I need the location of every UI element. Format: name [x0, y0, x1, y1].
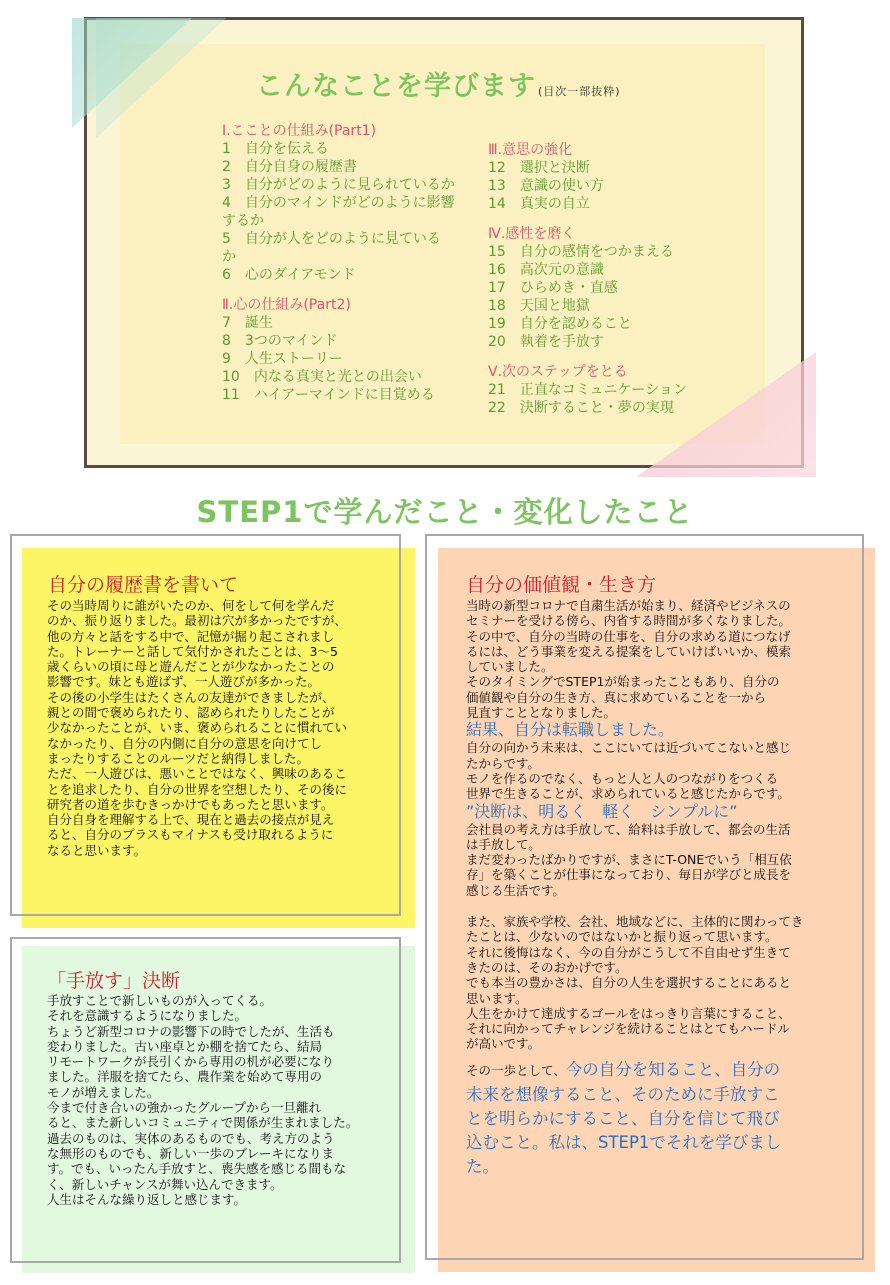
toc-title-text: こんなことを学びます: [256, 71, 536, 102]
text-line: のか、振り返りました。最初は穴が多かったですが、: [47, 613, 348, 629]
toc-right-column: [488, 141, 738, 417]
values-subheading-2: ”決断は、明るく 軽く シンプルに”: [466, 801, 738, 821]
toc-item: 16 高次元の意識: [488, 262, 604, 278]
values-closing-blue: [466, 1083, 838, 1179]
toc-item: 19 自分を認めること: [488, 316, 632, 332]
values-closing-blue-start: 今の自分を知ること、自分の: [565, 1059, 781, 1079]
toc-section-heading: Ⅴ.次のステップをとる: [488, 364, 628, 380]
text-line: 思います。: [466, 990, 528, 1006]
text-line: それに向かってチャレンジを続けることはとてもハードル: [466, 1021, 791, 1037]
toc-gap: [488, 351, 738, 363]
text-line: 人生はそんな繰り返しと感じます。: [47, 1191, 247, 1207]
text-line: していました。: [466, 659, 554, 675]
text-line: きたのは、そのおかげです。: [466, 959, 628, 975]
text-line: たことは、少ないのではないかと振り返って思います。: [466, 929, 778, 945]
text-line: 存」を築くことが仕事になっており、毎日が学びと成長を: [466, 867, 792, 883]
values-panel-body: [466, 598, 838, 1179]
text-line: ました。洋服を捨てたら、農作業を始めて専用の: [47, 1069, 323, 1085]
toc-section-heading: Ⅰ.こことの仕組み(Part1): [222, 123, 377, 139]
text-line: 過去のものは、実体のあるものでも、考え方のよう: [47, 1130, 335, 1146]
text-line: その当時周りに誰がいたのか、何をして何を学んだ: [47, 598, 335, 613]
toc-item: 8 3つのマインド: [222, 333, 338, 349]
text-line: た。: [466, 1156, 499, 1176]
text-line: リモートワークが長引くから専用の机が必要になり: [47, 1054, 335, 1070]
text-line: く、新しいチャンスが舞い込んできます。: [47, 1176, 283, 1192]
toc-item: 21 正直なコミュニケーション: [488, 382, 687, 398]
toc-item: 4 自分のマインドがどのように影響: [222, 195, 455, 211]
text-line: モノが増えました。: [47, 1084, 160, 1100]
values-closing-first-line: [466, 1058, 838, 1083]
values-closing-lead: その一歩として、: [466, 1062, 566, 1078]
toc-gap: [222, 284, 472, 296]
values-block-4: [466, 914, 838, 1052]
values-spacer: [466, 898, 838, 914]
toc-item: 18 天国と地獄: [488, 298, 590, 314]
values-block-3: [466, 822, 838, 898]
text-line: まったりすることのルーツだと納得しました。: [47, 750, 310, 766]
text-line: 未来を想像すること、そのために手放すこ: [466, 1084, 780, 1104]
toc-item: 5 自分が人をどのように見ている: [222, 231, 441, 247]
text-line: ただ、一人遊びは、悪いことではなく、興味のあるこ: [47, 766, 347, 782]
text-line: でも本当の豊かさは、自分の人生を選択することにあると: [466, 975, 792, 991]
text-line: 見直すこととなりました。: [466, 705, 617, 721]
letgo-panel-body: [47, 993, 397, 1207]
toc-item: 12 選択と決断: [488, 160, 590, 176]
text-line: 変わりました。古い座卓とか棚を捨てたら、結局: [47, 1038, 323, 1054]
text-line: それを意識するようになりました。: [47, 1008, 248, 1024]
text-line: 自分自身を理解する上で、現在と過去の接点が見え: [47, 812, 335, 828]
toc-item: するか: [222, 213, 264, 229]
text-line: ると、自分のプラスもマイナスも受け取れるように: [47, 827, 334, 843]
step1-heading: STEP1で学んだこと・変化したこと: [196, 495, 694, 529]
text-line: 歳くらいの頃に母と遊んだことが少なかったことの: [47, 659, 335, 675]
resume-panel-body: [47, 598, 397, 858]
toc-section-heading: Ⅳ.感性を磨く: [488, 226, 576, 242]
text-line: セミナーを受ける傍ら、内省する時間が多くなりました。: [466, 613, 792, 629]
text-line: それに後悔はなく、今の自分がこうして不自由せず生きて: [466, 944, 791, 960]
text-line: 人生をかけて達成するゴールをはっきり言葉にすること、: [466, 1005, 791, 1021]
toc-item: 6 心のダイアモンド: [222, 267, 356, 283]
text-line: そのタイミングでSTEP1が始まったこともあり、自分の: [466, 674, 780, 690]
text-line: は手放して。: [466, 836, 541, 852]
toc-item: 1 自分を伝える: [222, 141, 329, 157]
text-line: とを追求したり、自分の世界を空想したり、その後に: [47, 781, 348, 797]
text-line: 今まで付き合いの強かったグループから一旦離れ: [47, 1100, 322, 1116]
text-line: 世界で生きることが、求められていると感じたからです。: [466, 786, 790, 802]
toc-item: 11 ハイアーマインドに目覚める: [222, 387, 435, 403]
toc-item: 10 内なる真実と光との出会い: [222, 369, 422, 385]
resume-panel-title: 自分の履歴書を書いて: [48, 574, 239, 596]
text-line: 自分の向かう未来は、ここにいては近づいてこないと感じ: [466, 740, 792, 756]
toc-gap: [488, 213, 738, 225]
text-line: 少なかったことが、いま、褒められることに慣れてい: [47, 720, 348, 736]
text-line: な無形のものでも、新しい一歩のブレーキになりま: [47, 1145, 335, 1161]
toc-item: 17 ひらめき・直感: [488, 280, 618, 296]
text-line: 親との間で褒められたり、認められたりしたことが: [47, 705, 335, 721]
toc-item: 15 自分の感情をつかまえる: [488, 244, 674, 260]
text-line: た。トレーナーと話して気付かされたことは、3～5: [47, 643, 338, 659]
toc-item: 20 執着を手放す: [488, 334, 604, 350]
text-line: なると思います。: [47, 842, 147, 858]
toc-section-heading: Ⅲ.意思の強化: [488, 142, 573, 158]
text-line: 研究者の道を歩むきっかけでもあったと思います。: [47, 796, 334, 812]
values-block-2: [466, 740, 838, 801]
text-line: るには、どう事業を変える提案をしていけばいいか、模索: [466, 643, 792, 659]
text-line: モノを作るのでなく、もっと人と人のつながりをつくる: [466, 770, 779, 786]
values-panel-title: 自分の価値観・生き方: [466, 574, 657, 596]
letgo-panel-title: 「手放す」決断: [47, 970, 181, 992]
toc-left-column: [222, 122, 472, 404]
text-line: 会社員の考え方は手放して、給料は手放して、都会の生活: [466, 821, 791, 837]
text-line: 他の方々と話をする中で、記憶が掘り起こされまし: [47, 628, 335, 644]
toc-section-heading: Ⅱ.心の仕組み(Part2): [222, 297, 351, 313]
text-line: たからです。: [466, 755, 540, 771]
text-line: その中で、自分の当時の仕事を、自分の求める道につなげ: [466, 628, 791, 644]
toc-item: 7 誕生: [222, 315, 273, 331]
toc-title: [256, 64, 621, 103]
toc-item: 14 真実の自立: [488, 196, 590, 212]
text-line: また、家族や学校、会社、地域などに、主体的に関わってき: [466, 914, 804, 930]
text-line: 価値観や自分の生き方、真に求めていることを一から: [466, 689, 767, 705]
text-line: 影響です。妹とも遊ばず、一人遊びが多かった。: [47, 674, 321, 690]
text-line: 込むこと。私は、STEP1でそれを学びまし: [466, 1132, 782, 1152]
values-subheading-1: 結果、自分は転職しました。: [466, 720, 675, 740]
text-line: す。でも、いったん手放すと、喪失感を感じる間もな: [47, 1161, 347, 1177]
toc-item: 9 人生ストーリー: [222, 351, 343, 367]
text-line: ちょうど新型コロナの影響下の時でしたが、生活も: [47, 1023, 335, 1039]
text-line: とを明らかにすること、自分を信じて飛び: [466, 1108, 780, 1128]
toc-item: 13 意識の使い方: [488, 178, 604, 194]
text-line: ると、また新しいコミュニティで関係が生まれました。: [47, 1115, 359, 1131]
text-line: まだ変わったばかりですが、まさにT-ONEでいう「相互依: [466, 852, 792, 868]
toc-item: 2 自分自身の履歴書: [222, 159, 357, 175]
text-line: が高いです。: [466, 1036, 541, 1052]
text-line: その後の小学生はたくさんの友達ができましたが、: [47, 689, 335, 705]
toc-item: か: [222, 249, 236, 265]
toc-item: 22 決断すること・夢の実現: [488, 400, 674, 416]
text-line: 当時の新型コロナで自粛生活が始まり、経済やビジネスの: [466, 598, 791, 613]
toc-title-note: (目次一部抜粋): [538, 85, 621, 98]
text-line: なかったり、自分の内側に自分の意思を向けてし: [47, 735, 323, 751]
toc-item: 3 自分がどのように見られているか: [222, 177, 455, 193]
text-line: 手放すことで新しいものが入ってくる。: [47, 993, 273, 1008]
text-line: 感じる生活です。: [466, 882, 566, 898]
values-block-1: [466, 598, 838, 720]
